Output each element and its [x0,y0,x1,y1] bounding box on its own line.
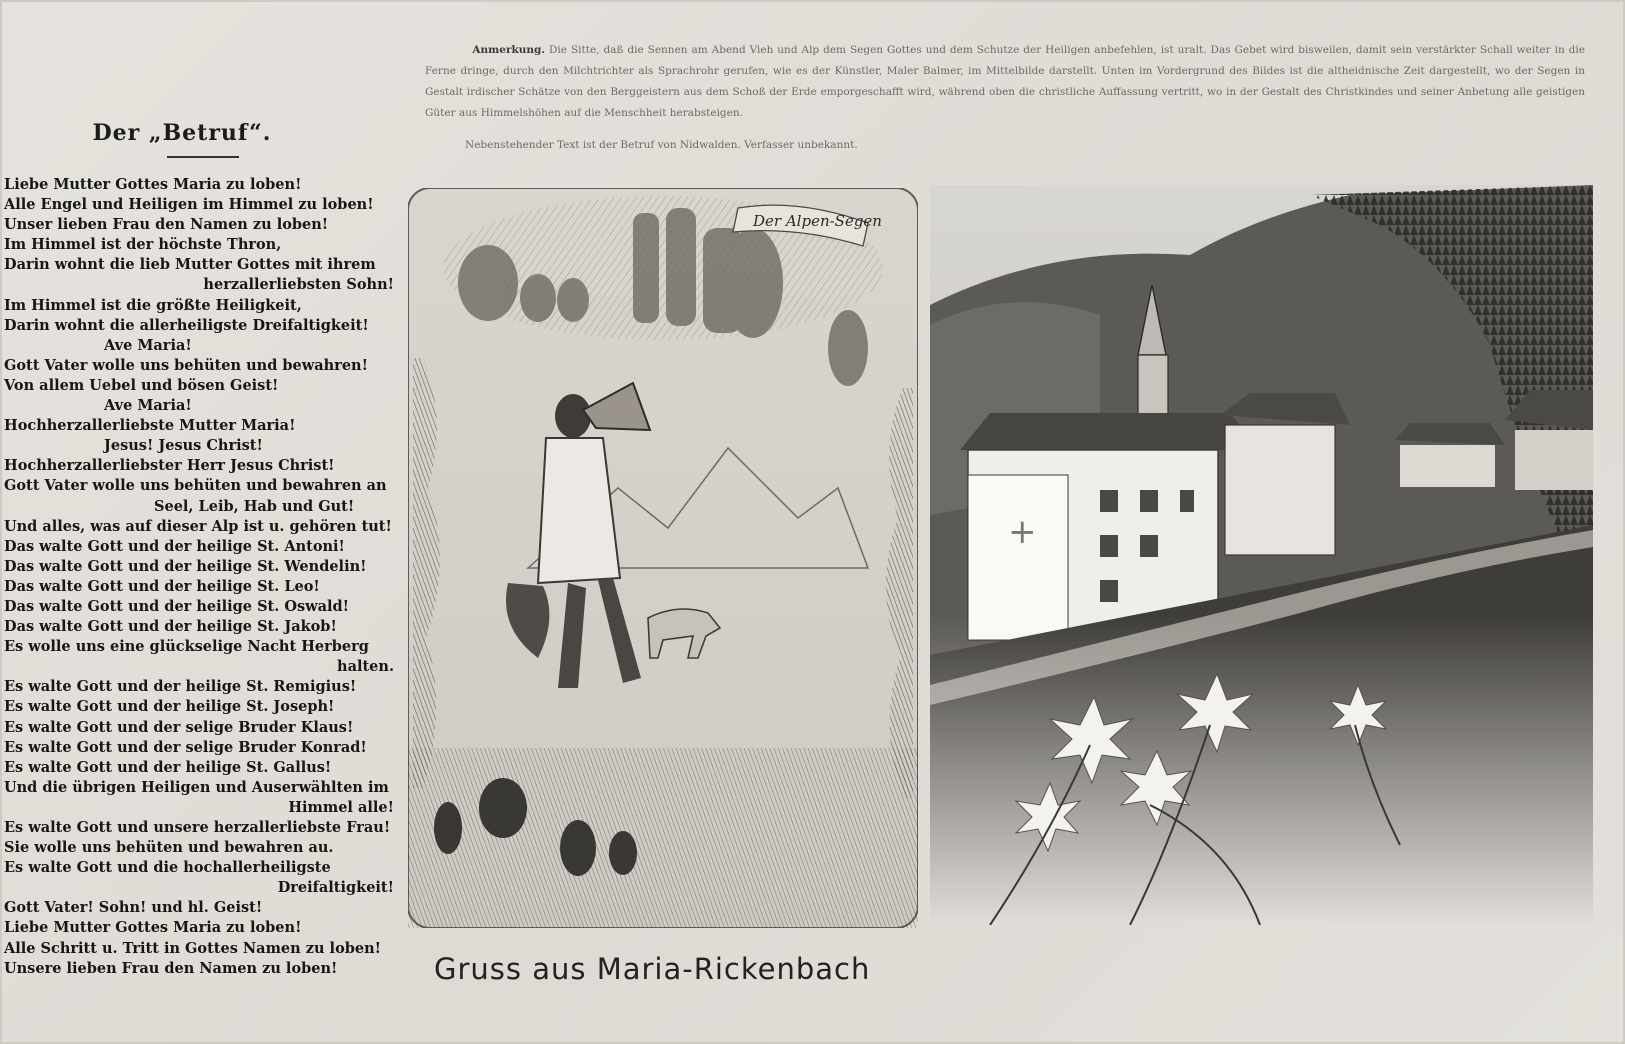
poem-line: halten. [337,658,394,676]
poem-line: Von allem Uebel und bösen Geist! [4,376,279,394]
poem-line: Und die übrigen Heiligen und Auserwählten im [4,778,389,796]
engraving-illustration [408,188,918,928]
poem-line: Es walte Gott und der selige Bruder Konrad! [4,738,367,756]
poem-line: herzallerliebsten Sohn! [203,276,394,294]
poem-line: Darin wohnt die allerheiligste Dreifaltigkeit! [4,316,369,334]
postcard-caption: Gruss aus Maria-Rickenbach [434,952,871,986]
poem-column [2,120,402,990]
poem-line: Es walte Gott und unsere herzallerliebste Frau! [4,819,391,836]
banner-text: Der Alpen-Segen [753,212,882,230]
poem-line: Das walte Gott und der heilige St. Antoni! [4,537,345,555]
poem-line: Das walte Gott und der heilige St. Leo! [4,577,320,595]
photograph-maria-rickenbach [930,185,1593,925]
poem-line: Seel, Leib, Hab und Gut! [154,497,355,515]
poem-line: Es walte Gott und der selige Bruder Klaus! [4,718,354,736]
poem-line: Unsere lieben Frau den Namen zu loben! [4,959,338,977]
poem-line: Und alles, was auf dieser Alp ist u. gehören tut! [4,517,392,535]
photo-fade [930,615,1593,925]
title-underline [167,156,239,158]
poem-line: Alle Schritt u. Tritt in Gottes Namen zu loben! [4,939,382,957]
poem-title: Der „Betruf“. [92,120,272,146]
poem-line: Im Himmel ist die größte Heiligkeit, [4,296,302,314]
annotation-author: Nebenstehender Text ist der Betruf von Nidwalden. Verfasser unbekannt. [465,139,858,151]
poem-line: Sie wolle uns behüten und bewahren au. [4,839,334,857]
poem-line: Unser lieben Frau den Namen zu loben! [4,216,329,234]
annotation-label: Anmerkung. [472,44,546,56]
poem-line: Im Himmel ist der höchste Thron, [4,236,282,254]
poem-line: Liebe Mutter Gottes Maria zu loben! [4,919,302,937]
poem-lines [4,175,402,979]
poem-line: Darin wohnt die lieb Mutter Gottes mit ihrem [4,256,376,274]
annotation-text: Die Sitte, daß die Sennen am Abend Vieh und Alp dem Segen Gottes und dem Schutze der Heiligen anbefehlen, ist uralt. Das Gebet wird bisweilen, damit sein verstärkter Schall weiter in die Ferne dringe, durch den Milchtrichter als Sprachrohr gerufen, wie es der Künstler, Maler Balmer, im Mittelbilde darstellt. Unten im Vordergrund des Bildes ist die altheidnische Zeit dargestellt, wo der Segen in Gestalt irdischer Schätze von den Berggeistern aus dem Schoß der Erde emporgeschafft wird, während oben die christliche Auffassung vertritt, wo in der Gestalt des Christkindes und seiner Anbetung alle geistigen Güter aus Himmelshöhen auf die Menschheit herabsteigen. [425,44,1585,119]
poem-line: Gott Vater! Sohn! und hl. Geist! [4,899,263,917]
poem-line: Das walte Gott und der heilige St. Oswald! [4,597,350,615]
poem-line: Jesus! Jesus Christ! [104,437,263,455]
poem-line: Ave Maria! [104,336,192,354]
poem-line: Dreifaltigkeit! [277,879,394,897]
main-roof [960,413,1260,450]
poem-line: Das walte Gott und der heilige St. Wendelin! [4,557,367,575]
chalet [1400,445,1495,487]
foreground-ground [408,748,918,928]
poem-line: Es walte Gott und der heilige St. Joseph! [4,698,335,716]
second-building [1225,425,1335,555]
cross-mark: + [1008,512,1037,552]
barn [1515,430,1593,490]
church-tower [1138,355,1168,415]
poem-line: Himmel alle! [288,798,394,816]
poem-line: Es walte Gott und die hochallerheiligste [4,859,331,877]
poem-line: Hochherzallerliebste Mutter Maria! [4,417,296,435]
poem-line: Es wolle uns eine glückselige Nacht Herberg [4,638,369,656]
photo-art [930,185,1593,925]
engraving-art [408,188,918,928]
poem-line: Es walte Gott und der heilige St. Remigius! [4,678,357,696]
poem-line: Alle Engel und Heiligen im Himmel zu loben! [4,196,374,214]
poem-line: Gott Vater wolle uns behüten und bewahren! [4,356,368,374]
poem-line: Hochherzallerliebster Herr Jesus Christ! [4,457,335,475]
poem-line: Das walte Gott und der heilige St. Jakob! [4,618,337,636]
annotation [425,40,1585,124]
poem-line: Gott Vater wolle uns behüten und bewahren an [4,477,387,495]
poem-line: Es walte Gott und der heilige St. Gallus! [4,758,332,776]
poem-line: Ave Maria! [104,397,192,415]
poem-line: Liebe Mutter Gottes Maria zu loben! [4,176,302,193]
